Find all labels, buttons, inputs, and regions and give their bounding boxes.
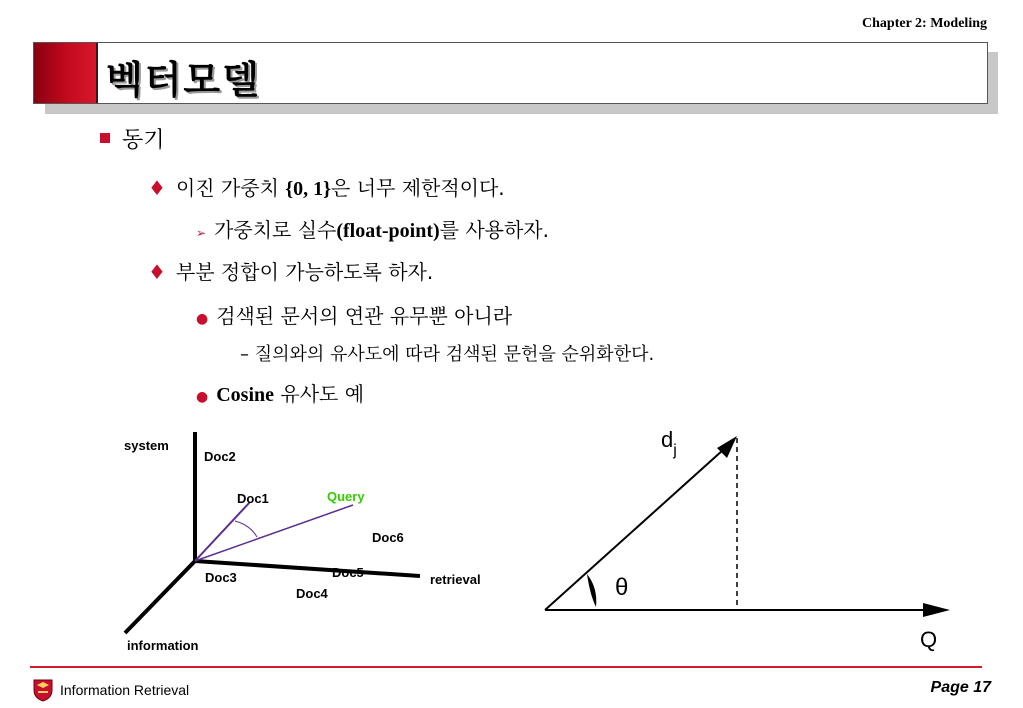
binary-weight-set: {0, 1} (285, 178, 332, 200)
footer-divider (30, 666, 982, 668)
theta-label: θ (615, 574, 629, 601)
doc1-label: Doc1 (237, 491, 269, 506)
real-weight-term: (float-point) (336, 220, 440, 242)
cosine-post: 유사도 예 (274, 382, 365, 406)
title-box (33, 42, 988, 104)
dot-bullet-icon: ● (196, 311, 209, 327)
doc3-label: Doc3 (205, 570, 237, 585)
bullet-binary-weight (148, 176, 505, 201)
footer-course: Information Retrieval (60, 682, 190, 698)
q-label: Q (920, 627, 938, 652)
system-label: system (124, 438, 169, 453)
cosine-angle-diagram (535, 420, 970, 660)
bullet-relevance (196, 304, 512, 328)
retrieval-label: retrieval (430, 572, 481, 587)
partial-match-text: 부분 정합이 가능하도록 하자. (175, 260, 434, 284)
diamond-bullet-icon: ♦ (148, 176, 166, 200)
bullet-cosine (196, 382, 364, 407)
information-axis (125, 561, 195, 633)
doc5-label: Doc5 (332, 565, 364, 580)
bullet-motive (100, 128, 165, 154)
ranking-text: – 질의와의 유사도에 따라 검색된 문헌을 순위화한다. (240, 344, 655, 365)
query-arrowhead (923, 603, 950, 617)
bullet-real-weight (196, 218, 549, 243)
diamond-bullet-icon: ♦ (148, 260, 166, 284)
angle-mark (587, 574, 596, 607)
doc6-label: Doc6 (372, 530, 404, 545)
dj-label-main: d (661, 427, 674, 452)
bullet-ranking (240, 344, 654, 366)
angle-arc (235, 521, 257, 537)
dj-label-subscript: j (673, 442, 677, 459)
chapter-label: Chapter 2: Modeling (862, 16, 987, 31)
cosine-term: Cosine (216, 384, 275, 406)
query-label: Query (327, 489, 365, 504)
shield-logo-icon (32, 678, 54, 702)
dj-label (661, 427, 677, 459)
binary-weight-post: 은 너무 제한적이다. (331, 176, 505, 200)
real-weight-pre: 가중치로 실수 (214, 218, 337, 242)
information-label: information (127, 638, 199, 653)
doc2-label: Doc2 (204, 449, 236, 464)
bullet-motive-text: 동기 (122, 128, 165, 153)
title-accent-block (34, 43, 98, 103)
doc1-vector (195, 502, 250, 561)
query-vector (195, 505, 353, 561)
doc4-label: Doc4 (296, 586, 328, 601)
arrow-bullet-icon: ➢ (196, 226, 207, 240)
page-title: 벡터모델 (106, 58, 261, 102)
dot-bullet-icon: ● (196, 389, 209, 405)
real-weight-post: 를 사용하자. (439, 218, 549, 242)
dj-vector-line (545, 450, 723, 610)
vector-space-diagram (110, 425, 510, 660)
bullet-partial-match (148, 260, 433, 284)
binary-weight-pre: 이진 가중치 (175, 176, 286, 200)
square-bullet-icon (100, 133, 110, 143)
footer-page-number: Page 17 (930, 679, 991, 696)
dj-arrowhead (717, 436, 737, 458)
relevance-text: 검색된 문서의 연관 유무뿐 아니라 (216, 304, 513, 328)
